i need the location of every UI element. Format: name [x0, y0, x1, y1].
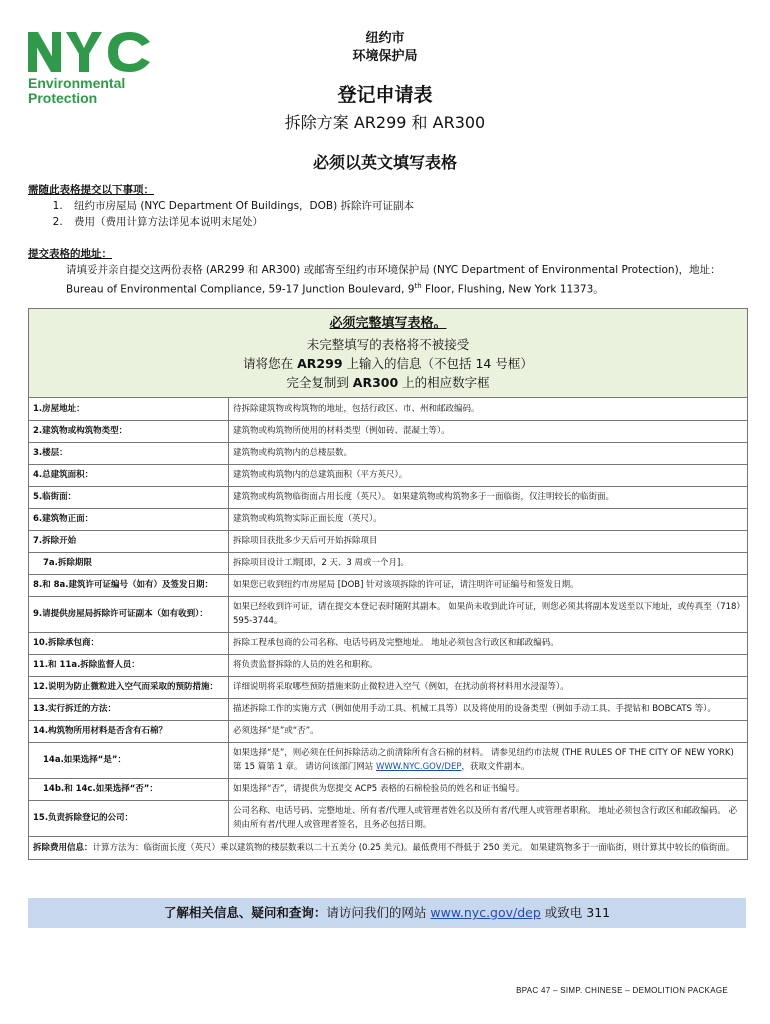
logo-line-protection: Protection: [28, 90, 98, 106]
table-row: [29, 486, 747, 508]
field-instructions-table: [29, 398, 747, 837]
submit-address: Bureau of Environmental Compliance, 59-17 Junction Boulevard, 9th Floor, Flushing, New York 11373。: [66, 282, 604, 296]
field-label: 5.临街面：: [29, 486, 229, 508]
field-label: 7a.拆除期限: [29, 552, 229, 574]
table-row: [29, 442, 747, 464]
agency-line-1: 纽约市: [365, 31, 405, 46]
field-description: 将负责监督拆除的人员的姓名和职称。: [229, 654, 748, 676]
submit-instructions: 请填妥并亲自提交这两份表格 (AR299 和 AR300) 或邮寄至纽约市环境保护局 (NYC Department of Environmental Protection)，地址：: [66, 264, 721, 276]
nyc-dep-link[interactable]: www.nyc.gov/dep: [430, 905, 541, 920]
table-row: [29, 698, 747, 720]
field-description: 描述拆除工作的实施方式（例如使用手动工具、机械工具等）以及将使用的设备类型（例如手动工具、手提钻和 BOBCATS 等）。: [229, 698, 748, 720]
field-label: 7.拆除开始: [29, 530, 229, 552]
field-label: 10.拆除承包商：: [29, 632, 229, 654]
attachment-item: 1. 纽约市房屋局 (NYC Department Of Buildings，DOB) 拆除许可证副本: [66, 198, 743, 214]
field-description: 建筑物或构筑物内的总楼层数。: [229, 442, 748, 464]
table-row: [29, 654, 747, 676]
field-description: 如果已经收到许可证，请在提交本登记表时随附其副本。 如果尚未收到此许可证，则您必须其将副本发送至以下地址，或传真至（718）595-3744。: [229, 596, 748, 632]
table-row: [29, 778, 747, 800]
table-row: [29, 530, 747, 552]
field-description: 如果选择“是”，则必须在任何拆除活动之前清除所有含石棉的材料。 请参见纽约市法规 (THE RULES OF THE CITY OF NEW YORK) 第 15 篇第 1 章。 请访问该部门网站 WWW.NYC.GOV/DEP，获取文件副本。: [229, 742, 748, 778]
table-row: [29, 574, 747, 596]
field-description: 待拆除建筑物或构筑物的地址，包括行政区、市、州和邮政编码。: [229, 398, 748, 420]
table-row: [29, 632, 747, 654]
table-row: [29, 420, 747, 442]
field-description: 拆除项目获批多少天后可开始拆除项目: [229, 530, 748, 552]
field-description: 建筑物或构筑物所使用的材料类型（例如砖、混凝土等）。: [229, 420, 748, 442]
field-label: 8.和 8a.建筑许可证编号（如有）及签发日期：: [29, 574, 229, 596]
attachment-item: 2. 费用（费用计算方法详见本说明末尾处）: [66, 214, 743, 230]
field-label: 11.和 11a.拆除监督人员：: [29, 654, 229, 676]
field-description: 公司名称、电话号码、完整地址、所有者/代理人或管理者姓名以及所有者/代理人或管理者职称。 地址必须包含行政区和邮政编码。 必须由所有者/代理人或管理者签名，且务必包括日期。: [229, 800, 748, 836]
logo-line-environmental: Environmental: [28, 75, 126, 91]
field-description: 建筑物或构筑物实际正面长度（英尺）。: [229, 508, 748, 530]
field-label: 6.建筑物正面：: [29, 508, 229, 530]
table-row: [29, 464, 747, 486]
field-description: 拆除工程承包商的公司名称、电话号码及完整地址。 地址必须包含行政区和邮政编码。: [229, 632, 748, 654]
table-row: [29, 398, 747, 420]
table-row: [29, 676, 747, 698]
field-label: 12.说明为防止微粒进入空气而采取的预防措施：: [29, 676, 229, 698]
notice-heading: 必须完整填写表格。: [329, 316, 447, 331]
attachments-section: [28, 182, 743, 230]
table-row: [29, 742, 747, 778]
field-description: 拆除项目设计工期[即，2 天、3 周或一个月]。: [229, 552, 748, 574]
field-description: 如果选择“否”，请提供为您提交 ACP5 表格的石棉检验员的姓名和证书编号。: [229, 778, 748, 800]
field-description: 如果您已收到纽约市房屋局 [DOB] 针对该项拆除的许可证，请注明许可证编号和签发日期。: [229, 574, 748, 596]
document-id-footer: BPAC 47 – SIMP. CHINESE – DEMOLITION PACKAGE: [516, 986, 728, 995]
agency-line-2: 环境保护局: [352, 49, 418, 64]
fee-label: 拆除费用信息：: [33, 842, 93, 853]
table-row: [29, 552, 747, 574]
field-label: 9.请提供房屋局拆除许可证副本（如有收到）：: [29, 596, 229, 632]
notice-line: 未完整填写的表格将不被接受: [306, 337, 470, 352]
table-row: [29, 508, 747, 530]
page-subtitle: 拆除方案 AR299 和 AR300: [284, 113, 486, 132]
submit-address-section: [28, 246, 743, 298]
table-row: [29, 720, 747, 742]
fee-text: 计算方法为：临街面长度（英尺）乘以建筑物的楼层数乘以二十五美分 (0.25 美元)。最低费用不得低于 250 美元。 如果建筑物多于一面临街，则计算其中较长的临街面。: [92, 842, 735, 853]
field-label: 3.楼层：: [29, 442, 229, 464]
contact-label: 了解相关信息、疑问和查询：: [163, 905, 327, 920]
notice-line: 请将您在 AR299 上输入的信息（不包括 14 号框）: [243, 356, 533, 371]
notice-line: 完全复制到 AR300 上的相应数字框: [286, 375, 490, 390]
field-description: 必须选择“是”或“否”。: [229, 720, 748, 742]
field-label: 14.构筑物所用材料是否含有石棉？: [29, 720, 229, 742]
field-label: 15.负责拆除登记的公司：: [29, 800, 229, 836]
completeness-notice: [29, 309, 747, 398]
instructions-box: [28, 308, 748, 860]
table-row: [29, 800, 747, 836]
field-label: 1.房屋地址：: [29, 398, 229, 420]
attachments-heading: 需随此表格提交以下事项：: [28, 184, 154, 196]
field-description: 详细说明将采取哪些预防措施来防止微粒进入空气（例如，在扰动前将材料用水浸湿等）。: [229, 676, 748, 698]
page-title: 登记申请表: [337, 84, 433, 106]
field-label: 14b.和 14c.如果选择“否”：: [29, 778, 229, 800]
english-required-notice: 必须以英文填写表格: [312, 153, 457, 172]
fee-information: [29, 837, 747, 859]
field-label: 14a.如果选择“是”：: [29, 742, 229, 778]
field-description: 建筑物或构筑物临街面占用长度（英尺）。 如果建筑物或构筑物多于一面临街，仅注明较长的临街面。: [229, 486, 748, 508]
agency-name: [0, 30, 770, 66]
field-description: 建筑物或构筑物内的总建筑面积（平方英尺）。: [229, 464, 748, 486]
submit-heading: 提交表格的地址：: [28, 248, 112, 260]
field-label: 13.实行拆迁的方法：: [29, 698, 229, 720]
table-row: [29, 596, 747, 632]
contact-bar: 了解相关信息、疑问和查询：请访问我们的网站 www.nyc.gov/dep 或致电 311: [28, 898, 746, 928]
field-label: 2.建筑物或构筑物类型：: [29, 420, 229, 442]
field-label: 4.总建筑面积：: [29, 464, 229, 486]
dep-website-link[interactable]: WWW.NYC.GOV/DEP: [375, 762, 462, 772]
